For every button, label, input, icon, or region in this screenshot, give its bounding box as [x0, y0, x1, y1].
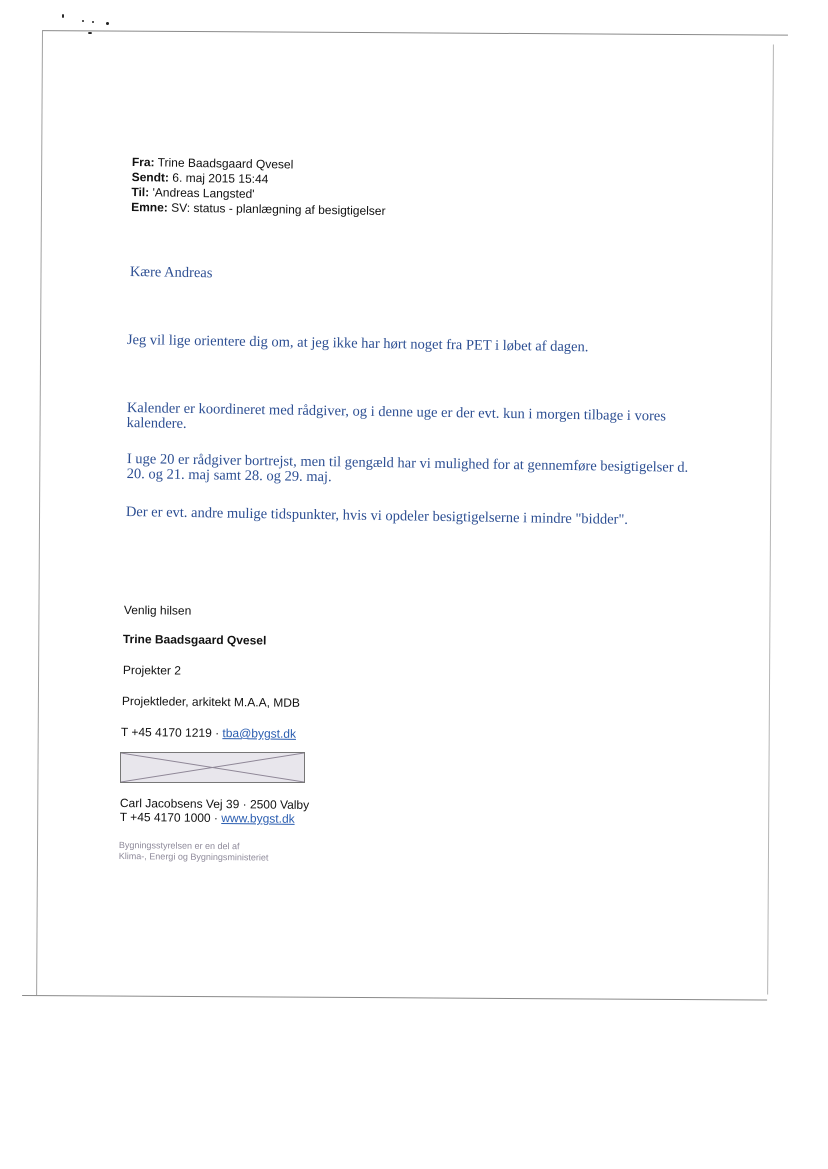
salutation: Kære Andreas	[129, 264, 213, 282]
body-paragraph-2: Kalender er koordineret med rådgiver, og i denne uge er der evt. kun i morgen tilbage i vores kalendere.	[126, 400, 667, 432]
subject-value: SV: status - planlægning af besigtigelser	[171, 200, 386, 218]
subject-label: Emne:	[131, 199, 168, 215]
body-paragraph-1: Jeg vil lige orientere dig om, at jeg ikke har hørt noget fra PET i løbet af dagen.	[126, 332, 589, 356]
frame-right-border	[767, 45, 774, 995]
frame-bottom-border	[22, 995, 767, 1001]
signature-closing: Venlig hilsen	[123, 603, 192, 618]
to-label: Til:	[131, 184, 150, 200]
email-header	[131, 155, 532, 221]
address: Carl Jacobsens Vej 39 · 2500 Valby	[119, 796, 310, 812]
direct-phone: T +45 4170 1219 ·	[120, 725, 223, 741]
speck	[92, 21, 94, 23]
speck	[82, 20, 84, 22]
agency-footnote	[119, 840, 269, 864]
main-phone-line	[120, 810, 309, 826]
signature-address-block	[120, 796, 310, 826]
email-link[interactable]: tba@bygst.dk	[222, 726, 297, 741]
from-label: Fra:	[131, 155, 155, 170]
body-paragraph-4: Der er evt. andre mulige tidspunkter, hvis vi opdeler besigtigelserne i mindre "bidder".	[125, 504, 629, 528]
speck	[106, 22, 109, 25]
website-link[interactable]: www.bygst.dk	[221, 811, 295, 826]
frame-top-border	[42, 30, 788, 36]
footnote-line-1: Bygningsstyrelsen er en del af	[118, 840, 240, 852]
body-paragraph-3: I uge 20 er rådgiver bortrejst, men til gengæld har vi mulighed for at gennemføre besigtigelser d. 20. og 21. maj samt 28. og 29. maj.	[126, 451, 689, 486]
signature-phone-line	[121, 725, 296, 741]
frame-left-border	[36, 30, 43, 995]
from-value: Trine Baadsgaard Qvesel	[157, 155, 294, 172]
footnote-line-2: Klima-, Energi og Bygningsministeriet	[118, 850, 269, 863]
sent-value: 6. maj 2015 15:44	[172, 170, 269, 187]
missing-image-icon	[121, 753, 304, 782]
signature-name: Trine Baadsgaard Qvesel	[122, 632, 267, 648]
speck	[62, 14, 64, 18]
sent-label: Sendt:	[131, 169, 170, 185]
signature-title: Projektleder, arkitekt M.A.A, MDB	[121, 694, 301, 710]
signature-department: Projekter 2	[122, 663, 182, 678]
to-value: 'Andreas Langsted'	[152, 185, 255, 201]
main-phone: T +45 4170 1000 ·	[119, 809, 222, 826]
logo-image-placeholder	[120, 752, 305, 783]
